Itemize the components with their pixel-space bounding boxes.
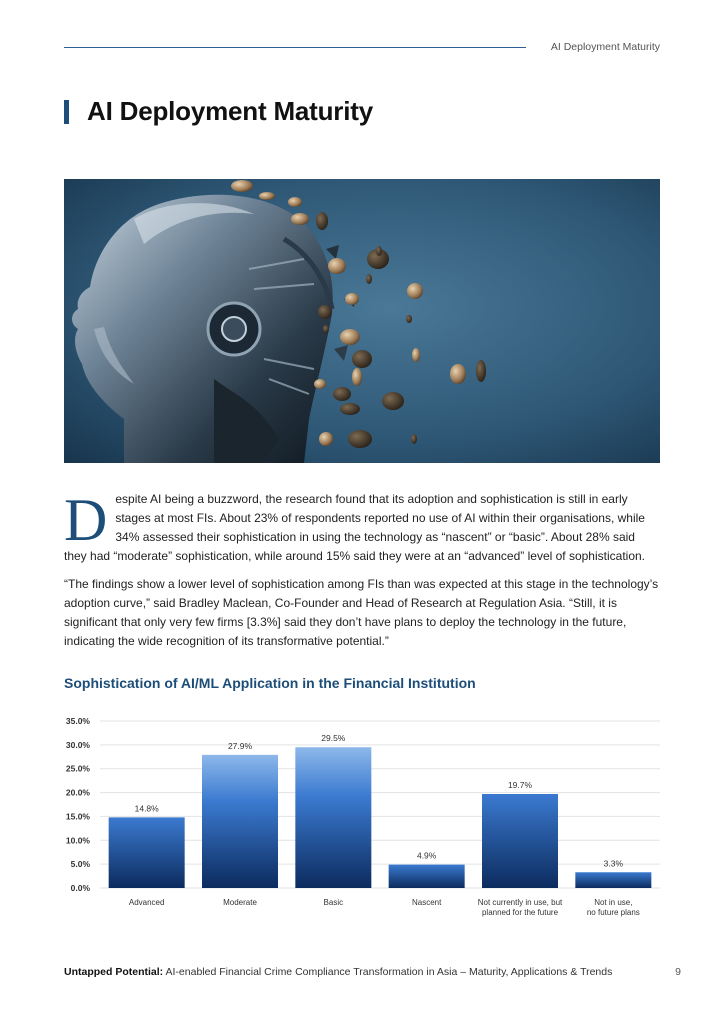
chart-title: Sophistication of AI/ML Application in the Financial Institution (64, 675, 476, 691)
page-number: 9 (675, 966, 681, 978)
footer-text: AI-enabled Financial Crime Compliance Transformation in Asia – Maturity, Applications & Trends (163, 966, 613, 978)
x-tick-label: Basic (323, 898, 344, 907)
x-tick-label: no future plans (586, 908, 640, 917)
ai-head-with-coins-image (64, 179, 660, 463)
bar-chart (60, 708, 664, 933)
bar (482, 794, 558, 888)
body-text (64, 487, 660, 660)
data-label: 29.5% (321, 733, 346, 744)
y-tick-label: 10.0% (65, 835, 90, 846)
title-accent-bar (64, 100, 69, 124)
running-header: AI Deployment Maturity (550, 41, 660, 53)
paragraph-1-text: espite AI being a buzzword, the research found that its adoption and sophistication is still in early stages at most FIs. About 23% of respondents reported no use of AI within their organisations, while 34% assessed their sophistication in using the technology as “nascent” or “basic”. About 28% said they had “moderate” sophistication, while around 15% said they were at an “advanced” level of sophistication. (64, 492, 645, 563)
data-label: 19.7% (507, 780, 533, 791)
page-title: AI Deployment Maturity (87, 96, 373, 126)
y-tick-label: 35.0% (65, 716, 90, 726)
x-tick-label: Moderate (223, 898, 257, 907)
y-tick-label: 25.0% (65, 763, 90, 774)
bar (295, 747, 371, 888)
paragraph-2: “The findings show a lower level of sophistication among FIs than was expected at this stage in the technology’s adoption curve,” said Bradley Maclean, Co-Founder and Head of Research at Regulation Asia. “Still, it is significant that only very few firms [3.3%] said they don’t have plans to deploy the technology in the future, indicating the wide recognition of its transformative potential.” (64, 577, 659, 648)
footer (64, 966, 612, 978)
y-tick-label: 20.0% (65, 787, 90, 798)
paragraph-1 (64, 487, 660, 566)
y-tick-label: 5.0% (70, 859, 90, 870)
x-tick-label: Advanced (128, 898, 165, 907)
bar (202, 755, 278, 888)
page-title-block (64, 96, 373, 127)
header-rule (64, 47, 526, 48)
data-label: 3.3% (603, 858, 624, 869)
x-tick-label: Nascent (411, 898, 442, 907)
x-tick-label: Not currently in use, but (477, 898, 563, 907)
data-label: 27.9% (227, 740, 253, 751)
y-tick-label: 0.0% (70, 883, 90, 893)
x-tick-label: Not in use, (594, 898, 633, 907)
y-tick-label: 30.0% (65, 739, 90, 750)
dropcap: D (64, 487, 108, 553)
y-tick-label: 15.0% (65, 811, 90, 822)
bar (389, 865, 465, 888)
data-label: 4.9% (416, 850, 437, 861)
x-tick-label: planned for the future (481, 908, 559, 917)
footer-lead: Untapped Potential: (64, 966, 164, 978)
bar (109, 817, 185, 888)
bar (575, 872, 651, 888)
data-label: 14.8% (134, 803, 159, 814)
